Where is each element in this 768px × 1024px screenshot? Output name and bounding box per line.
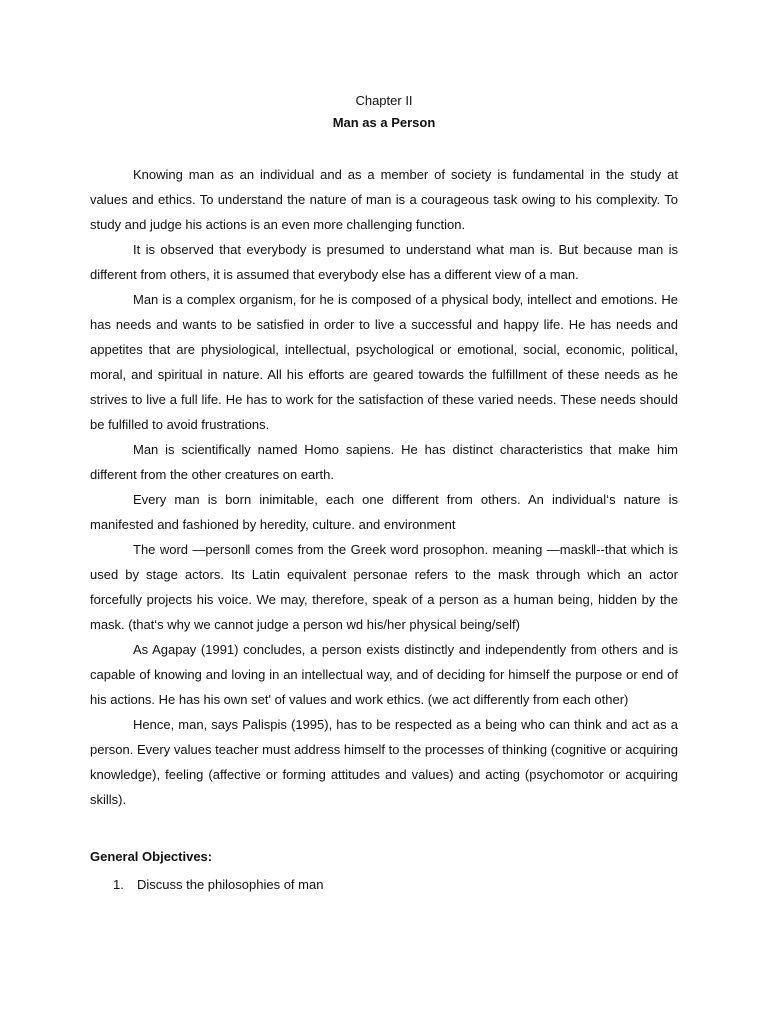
paragraph-intro: Knowing man as an individual and as a member of society is fundamental in the study at values and ethics. To understand the nature of man is a courageous task owing to his complexity. To study and judge his actions is an even more challenging function. [90,167,678,232]
paragraph-homo-sapiens: Man is scientifically named Homo sapiens. He has distinct characteristics that make him different from the other creatures on earth. [90,442,678,482]
paragraph-inimitable: Every man is born inimitable, each one different from others. An individual‘s nature is manifested and fashioned by heredity, culture. and environment [90,492,678,532]
paragraph-word-person: The word ―person‖ comes from the Greek word prosophon. meaning ―mask‖--that which is used by stage actors. Its Latin equivalent personae refers to the mask through which an actor forcefully projects his voice. We may, therefore, speak of a person as a human being, hidden by the mask. (that‘s why we cannot judge a person wd his/her physical being/self) [90,542,678,632]
paragraph-complex-organism: Man is a complex organism, for he is composed of a physical body, intellect and emotions. He has needs and wants to be satisfied in order to live a successful and happy life. He has needs and appetites that are physiological, intellectual, psychological or emotional, social, economic, political, moral, and spiritual in nature. All his efforts are geared towards the fulfillment of these needs as he strives to live a full life. He has to work for the satisfaction of these varied needs. These needs should be fulfilled to avoid frustrations. [90,292,678,432]
objectives-heading: General Objectives: [90,849,213,864]
list-item-number: 1. [113,877,124,892]
chapter-label: Chapter II [355,93,413,108]
paragraph-agapay: As Agapay (1991) concludes, a person exists distinctly and independently from others and is capable of knowing and loving in an intellectual way, and of deciding for himself the purpose or end of his actions. He has his own set' of values and work ethics. (we act differently from each other) [90,642,678,707]
chapter-title: Man as a Person [332,115,436,130]
objectives-list [90,874,678,896]
paragraph-presumption: It is observed that everybody is presumed to understand what man is. But because man is different from others, it is assumed that everybody else has a different view of a man. [90,242,678,282]
paragraph-palispis: Hence, man, says Palispis (1995), has to be respected as a being who can think and act as a person. Every values teacher must address himself to the processes of thinking (cognitive or acquiring knowledge), feeling (affective or forming attitudes and values) and acting (psychomotor or acquiring skills). [90,717,678,807]
list-item [90,874,678,896]
list-item-text: Discuss the philosophies of man [137,877,324,892]
